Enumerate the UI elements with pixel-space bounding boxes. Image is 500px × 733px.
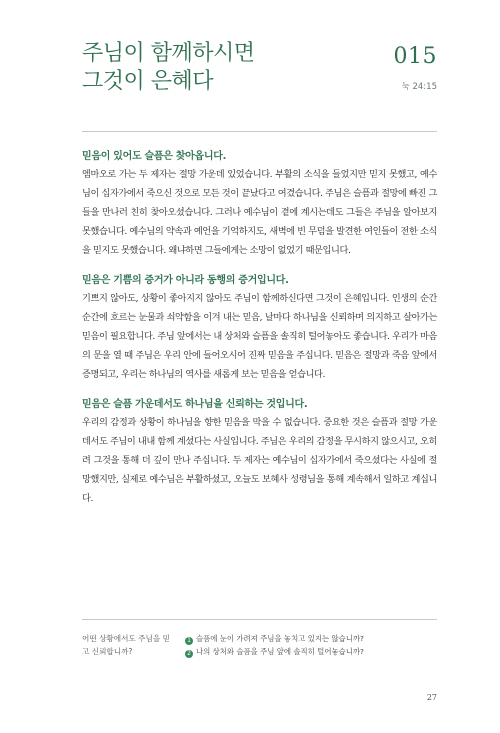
section-body: 우리의 감정과 상황이 하나님을 향한 믿음을 막을 수 없습니다. 중요한 것은 슬픔과 절망 가운데서도 주님이 내내 함께 계셨다는 사실입니다. 주님은 우리의 감정을 무시하지 않으시고, 오히려 그것을 통해 더 깊이 만나 주십니다. 두 제자는 예수님이 십자가에서 죽으셨다는 사실에 절망했지만, 실제로 예수님은 부활하셨고, 오늘도 보혜사 성령님을 통해 계속해서 일하고 계십니다. [82,417,437,504]
question-text: 나의 상처와 슬픔을 주님 앞에 솔직히 털어놓습니까? [196,647,364,656]
section-body: 엠마오로 가는 두 제자는 절망 가운데 있었습니다. 부활의 소식을 들었지만 믿지 못했고, 예수님이 십자가에서 죽으신 것으로 모든 것이 끝났다고 여겼습니다. 주님은 슬픔과 절망에 빠진 그들을 만나러 친히 찾아오셨습니다. 그러나 예수님이 곁에 계시는데도 그들은 주님을 알아보지 못했습니다. 예수님의 약속과 예언을 기억하지도, 새벽에 빈 무덤을 발견한 여인들이 전한 소식을 믿지도 못했습니다. 왜냐하면 그들에게는 소망이 없었기 때문입니다. [82,169,437,256]
section-body: 기쁘지 않아도, 상황이 좋아지지 않아도 주님이 함께하신다면 그것이 은혜입니다. 인생의 순간순간에 흐르는 눈물과 쇠약함을 이겨 내는 믿음, 날마다 하나님을 신뢰하며 의지하고 살아가는 믿음이 필요합니다. 주님 앞에서는 내 상처와 슬픔을 솔직히 털어놓아도 좋습니다. 우리가 마음의 문을 열 때 주님은 우리 안에 들어오시어 진짜 믿음을 주십니다. 믿음은 절망과 죽음 앞에서 증명되고, 우리는 하나님의 역사를 새롭게 보는 믿음을 얻습니다. [82,293,437,380]
section-2 [82,271,437,384]
section-heading: 믿음은 슬픔 가운데서도 하나님을 신뢰하는 것입니다. [82,399,308,410]
title-line-1: 주님이 함께하시면 [82,41,255,66]
devotion-number: 015 [393,44,437,69]
section-3 [82,395,437,508]
page-title [82,40,255,96]
section-heading: 믿음은 기쁨의 증거가 아니라 동행의 증거입니다. [82,275,289,286]
section-1 [82,147,437,260]
question-text: 슬픔에 눈이 가려져 주님을 놓치고 있지는 않습니까? [196,634,364,643]
number-2-icon: 2 [185,650,193,658]
main-content [82,147,437,519]
question-item [185,645,364,658]
section-heading: 믿음이 있어도 슬픔은 찾아옵니다. [82,151,227,162]
bottom-divider [82,619,437,620]
question-item [185,632,364,645]
scripture-reference: 눅 24:15 [401,82,437,92]
question-list [185,632,364,658]
question-prompt: 어떤 상황에서도 주님을 믿고 신뢰합니까? [82,634,170,656]
top-divider [82,131,437,132]
page-number: 27 [426,693,437,702]
number-1-icon: 1 [185,637,193,645]
title-line-2: 그것이 은혜다 [82,69,214,94]
